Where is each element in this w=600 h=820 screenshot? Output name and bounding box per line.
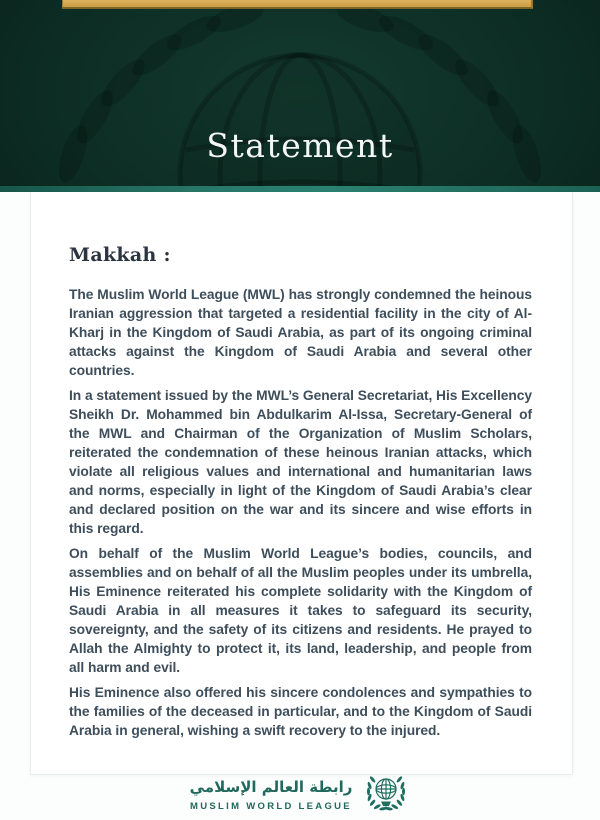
page-title: Statement (206, 126, 394, 165)
dateline-heading: Makkah : (69, 244, 171, 266)
statement-paragraph-1: The Muslim World League (MWL) has strongly condemned the heinous Iranian aggression that targeted a residential facility in the city of Al-Kharj in the Kingdom of Saudi Arabia, as part of its ongoing criminal attacks against the Kingdom of Saudi Arabia and several other countries. (69, 287, 532, 378)
mwl-emblem-icon (361, 768, 411, 820)
mwl-logo (69, 768, 532, 820)
statement-paragraph-3: On behalf of the Muslim World League’s bodies, councils, and assemblies and on behalf of all the Muslim peoples under its umbrella, His Eminence reiterated his complete solidarity with the Kingdom of Saudi Arabia in all measures it takes to safeguard its security, sovereignty, and the safety of its citizens and residents. He prayed to Allah the Almighty to protect it, its land, leadership, and people from all harm and evil. (69, 546, 532, 675)
statement-paragraph-4: His Eminence also offered his sincere condolences and sympathies to the families of the deceased in particular, and to the Kingdom of Saudi Arabia in general, wishing a swift recovery to the injured. (69, 685, 532, 738)
gold-accent-bar (62, 0, 533, 9)
statement-paragraph-2: In a statement issued by the MWL’s General Secretariat, His Excellency Sheikh Dr. Mohammed bin Abdulkarim Al-Issa, Secretary-General of the MWL and Chairman of the Organization of Muslim Scholars, reiterated the condemnation of these heinous Iranian attacks, which violate all religious values and international and humanitarian laws and norms, especially in light of the Kingdom of Saudi Arabia’s clear and declared position on the war and its sincere and wise efforts in this regard. (69, 388, 532, 536)
mwl-logo-text (190, 776, 353, 812)
logo-arabic-text: رابطة العالم الإسلامي (189, 778, 353, 796)
logo-english-text: MUSLIM WORLD LEAGUE (190, 801, 352, 812)
header-banner (0, 0, 600, 192)
statement-card (30, 192, 573, 812)
statement-body (69, 285, 532, 740)
